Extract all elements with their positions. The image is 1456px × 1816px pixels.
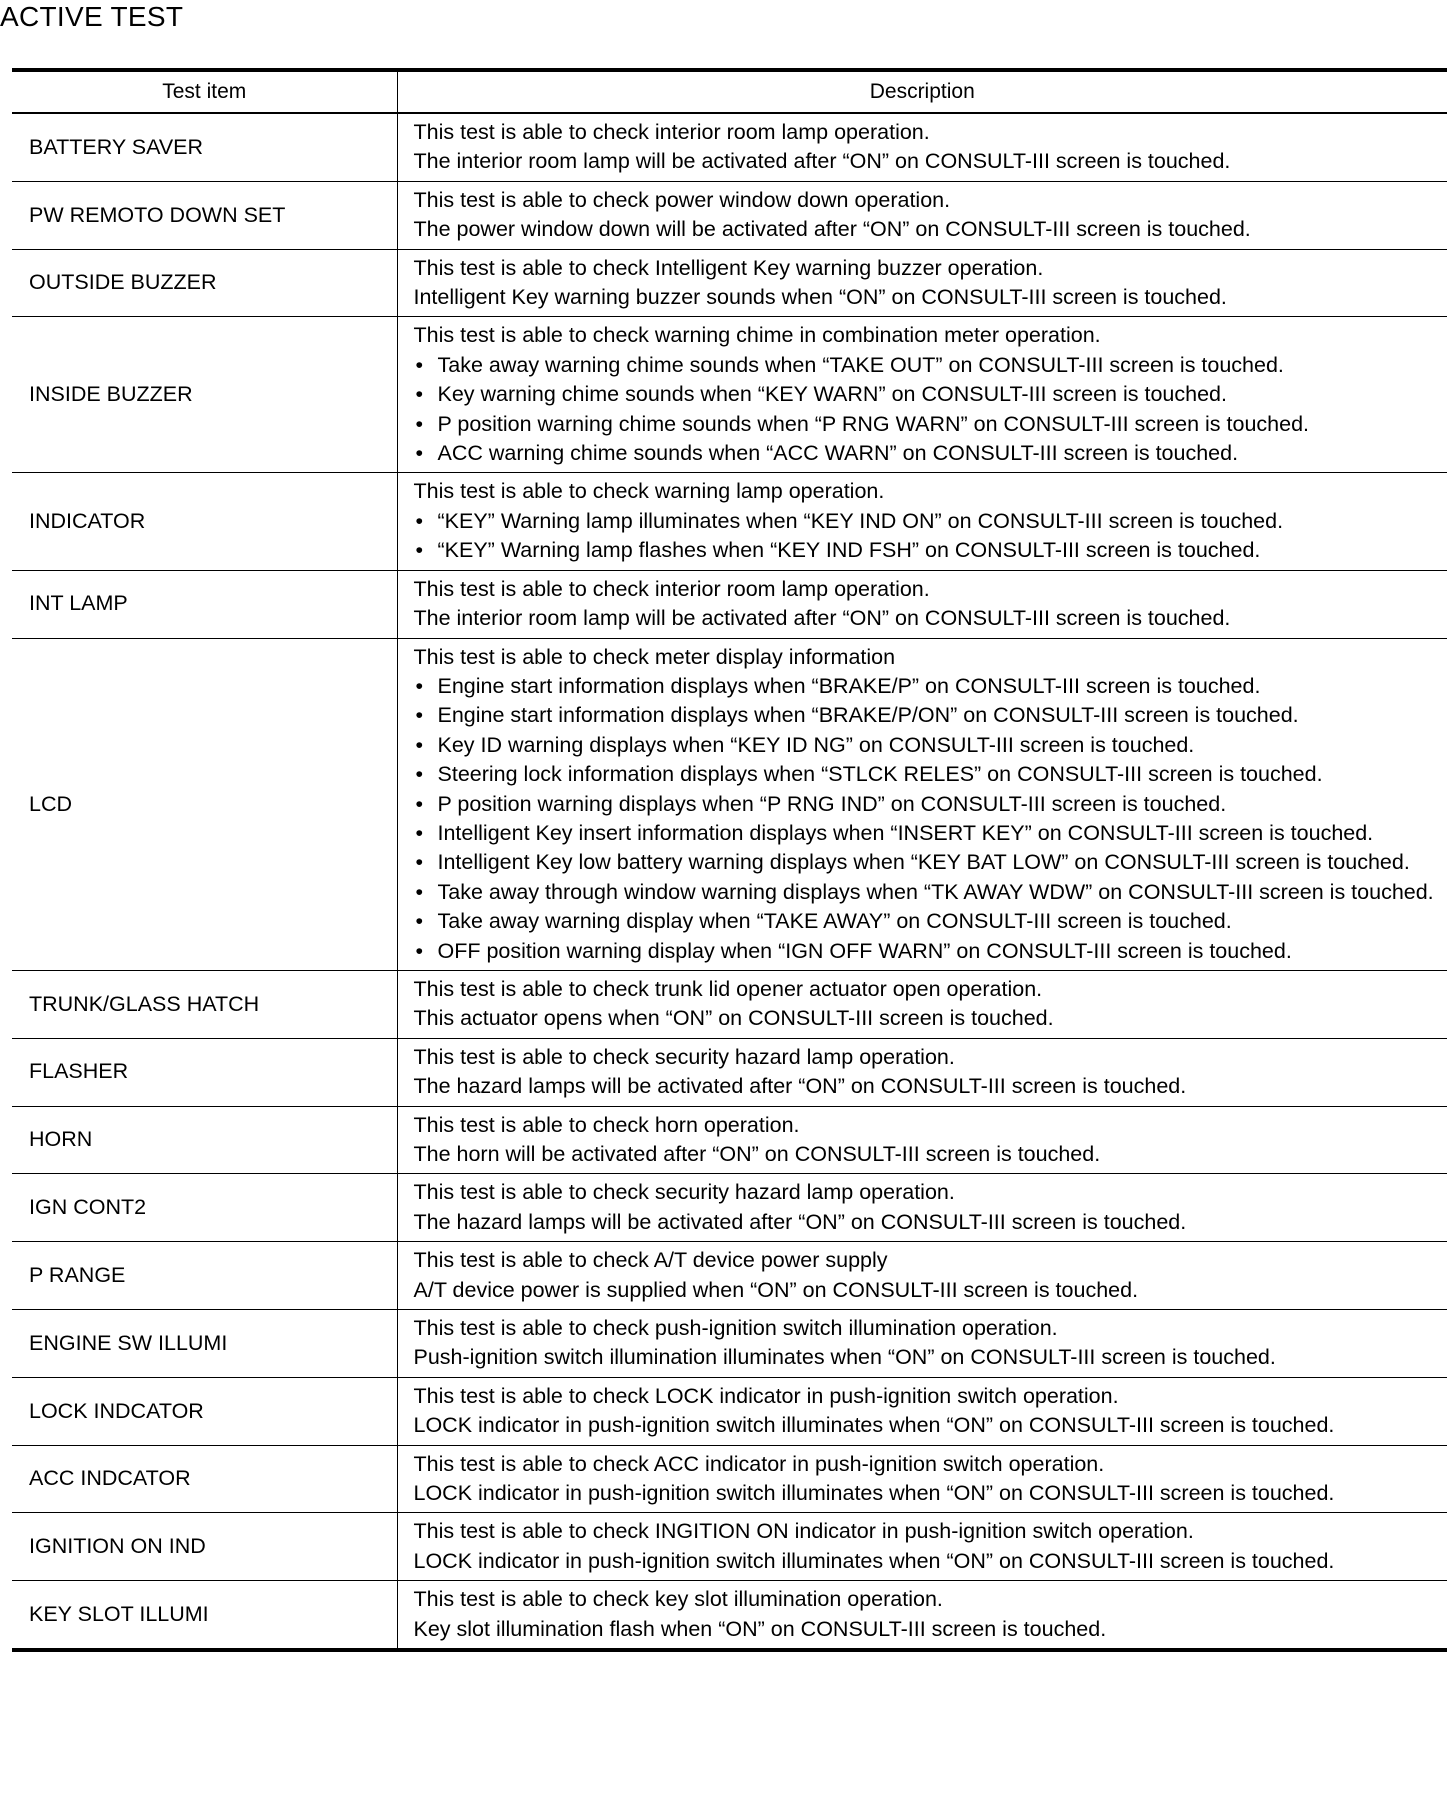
- description-intro: This test is able to check A/T device power supply: [413, 1248, 888, 1273]
- description-bullet: • Take away warning chime sounds when “TAKE OUT” on CONSULT-III screen is touched.: [414, 351, 1438, 380]
- table-row: [12, 317, 1447, 473]
- description-line: LOCK indicator in push-ignition switch illuminates when “ON” on CONSULT-III screen is touched.: [413, 1548, 1335, 1573]
- description-cell: [397, 1581, 1447, 1650]
- description-cell: [397, 1445, 1447, 1513]
- table-row: [12, 113, 1447, 181]
- description-line: Key slot illumination flash when “ON” on CONSULT-III screen is touched.: [413, 1616, 1107, 1641]
- table-row: [12, 1038, 1447, 1106]
- table-header-row: [12, 70, 1447, 113]
- description-intro: This test is able to check push-ignition switch illumination operation.: [413, 1316, 1058, 1341]
- table-row: [12, 1581, 1447, 1650]
- description-cell: [397, 970, 1447, 1038]
- description-intro: This test is able to check power window down operation.: [413, 187, 951, 212]
- description-intro: This test is able to check security hazard lamp operation.: [413, 1180, 955, 1205]
- description-intro: This test is able to check security hazard lamp operation.: [413, 1044, 955, 1069]
- test-item-cell: PW REMOTO DOWN SET: [12, 181, 397, 249]
- description-bullet: • “KEY” Warning lamp flashes when “KEY IND FSH” on CONSULT-III screen is touched.: [414, 536, 1438, 565]
- description-cell: [397, 1513, 1447, 1581]
- description-intro: This test is able to check warning chime in combination meter operation.: [413, 323, 1101, 348]
- description-intro: This test is able to check meter display information: [413, 644, 896, 669]
- description-intro: This test is able to check ACC indicator in push-ignition switch operation.: [413, 1451, 1105, 1476]
- description-bullet: • Take away warning display when “TAKE AWAY” on CONSULT-III screen is touched.: [414, 907, 1438, 936]
- description-line: The hazard lamps will be activated after “ON” on CONSULT-III screen is touched.: [413, 1074, 1187, 1099]
- description-intro: This test is able to check INGITION ON indicator in push-ignition switch operation.: [413, 1519, 1194, 1544]
- description-line: The interior room lamp will be activated after “ON” on CONSULT-III screen is touched.: [413, 606, 1231, 631]
- table-row: [12, 1174, 1447, 1242]
- description-intro: This test is able to check warning lamp operation.: [413, 479, 885, 504]
- table-row: [12, 570, 1447, 638]
- test-item-cell: ACC INDCATOR: [12, 1445, 397, 1513]
- test-item-cell: KEY SLOT ILLUMI: [12, 1581, 397, 1650]
- test-item-cell: INSIDE BUZZER: [12, 317, 397, 473]
- description-intro: This test is able to check interior room lamp operation.: [413, 120, 930, 144]
- description-cell: [397, 638, 1447, 970]
- description-line: The power window down will be activated after “ON” on CONSULT-III screen is touched.: [413, 217, 1251, 242]
- description-cell: [397, 249, 1447, 317]
- table-body: [12, 113, 1447, 1650]
- table-row: [12, 1445, 1447, 1513]
- description-intro: This test is able to check trunk lid opener actuator open operation.: [413, 976, 1043, 1001]
- description-line: LOCK indicator in push-ignition switch illuminates when “ON” on CONSULT-III screen is touched.: [413, 1481, 1335, 1506]
- description-bullet: • P position warning chime sounds when “P RNG WARN” on CONSULT-III screen is touched.: [414, 410, 1438, 439]
- table-row: [12, 1310, 1447, 1378]
- description-cell: [397, 1038, 1447, 1106]
- description-bullet: • ACC warning chime sounds when “ACC WARN” on CONSULT-III screen is touched.: [414, 439, 1438, 468]
- test-item-cell: FLASHER: [12, 1038, 397, 1106]
- table-row: [12, 181, 1447, 249]
- description-bullet: • Take away through window warning displays when “TK AWAY WDW” on CONSULT-III screen is touched.: [414, 878, 1438, 907]
- table-row: [12, 1106, 1447, 1174]
- description-cell: [397, 181, 1447, 249]
- description-cell: [397, 1106, 1447, 1174]
- description-intro: This test is able to check Intelligent Key warning buzzer operation.: [413, 255, 1044, 280]
- description-bullet: • P position warning displays when “P RNG IND” on CONSULT-III screen is touched.: [414, 790, 1438, 819]
- description-line: Intelligent Key warning buzzer sounds when “ON” on CONSULT-III screen is touched.: [413, 285, 1227, 310]
- description-line: The hazard lamps will be activated after “ON” on CONSULT-III screen is touched.: [413, 1209, 1187, 1234]
- description-bullet: • Engine start information displays when “BRAKE/P” on CONSULT-III screen is touched.: [414, 672, 1438, 701]
- test-item-cell: TRUNK/GLASS HATCH: [12, 970, 397, 1038]
- test-item-cell: IGNITION ON IND: [12, 1513, 397, 1581]
- description-cell: [397, 1174, 1447, 1242]
- header-description: Description: [397, 70, 1447, 113]
- description-cell: [397, 1377, 1447, 1445]
- description-line: This actuator opens when “ON” on CONSULT-III screen is touched.: [413, 1006, 1054, 1031]
- description-line: The horn will be activated after “ON” on CONSULT-III screen is touched.: [413, 1142, 1101, 1166]
- description-line: Push-ignition switch illumination illuminates when “ON” on CONSULT-III screen is touched.: [413, 1345, 1276, 1370]
- test-item-cell: BATTERY SAVER: [12, 113, 397, 181]
- description-bullet: • OFF position warning display when “IGN OFF WARN” on CONSULT-III screen is touched.: [414, 937, 1438, 966]
- header-test-item: Test item: [12, 70, 397, 113]
- description-cell: [397, 473, 1447, 570]
- description-cell: [397, 570, 1447, 638]
- description-cell: [397, 1242, 1447, 1310]
- description-line: A/T device power is supplied when “ON” on CONSULT-III screen is touched.: [413, 1277, 1139, 1302]
- description-intro: This test is able to check key slot illumination operation.: [413, 1587, 943, 1612]
- description-bullet: • Engine start information displays when “BRAKE/P/ON” on CONSULT-III screen is touched.: [414, 701, 1438, 730]
- description-bullet: • Intelligent Key insert information displays when “INSERT KEY” on CONSULT-III screen is touched.: [414, 819, 1438, 848]
- page-title: ACTIVE TEST: [0, 1, 184, 32]
- table-row: [12, 1377, 1447, 1445]
- test-item-cell: OUTSIDE BUZZER: [12, 249, 397, 317]
- table-row: [12, 249, 1447, 317]
- description-intro: This test is able to check interior room lamp operation.: [413, 576, 930, 601]
- description-cell: [397, 113, 1447, 181]
- test-item-cell: LCD: [12, 638, 397, 970]
- description-intro: This test is able to check LOCK indicator in push-ignition switch operation.: [413, 1383, 1119, 1408]
- description-bullet: • Intelligent Key low battery warning displays when “KEY BAT LOW” on CONSULT-III screen is touched.: [414, 848, 1438, 877]
- table-row: [12, 970, 1447, 1038]
- test-item-cell: P RANGE: [12, 1242, 397, 1310]
- description-intro: This test is able to check horn operation.: [413, 1112, 800, 1137]
- test-item-cell: LOCK INDCATOR: [12, 1377, 397, 1445]
- description-line: The interior room lamp will be activated after “ON” on CONSULT-III screen is touched.: [413, 149, 1231, 174]
- table-row: [12, 1242, 1447, 1310]
- table-row: [12, 638, 1447, 970]
- test-item-cell: ENGINE SW ILLUMI: [12, 1310, 397, 1378]
- description-bullet: • Key warning chime sounds when “KEY WARN” on CONSULT-III screen is touched.: [414, 380, 1438, 409]
- active-test-table: [12, 68, 1447, 1652]
- test-item-cell: INT LAMP: [12, 570, 397, 638]
- description-cell: [397, 1310, 1447, 1378]
- description-bullet: • Key ID warning displays when “KEY ID NG” on CONSULT-III screen is touched.: [414, 731, 1438, 760]
- test-item-cell: IGN CONT2: [12, 1174, 397, 1242]
- test-item-cell: HORN: [12, 1106, 397, 1174]
- table-row: [12, 473, 1447, 570]
- test-item-cell: INDICATOR: [12, 473, 397, 570]
- description-bullet: • Steering lock information displays when “STLCK RELES” on CONSULT-III screen is touched.: [414, 760, 1438, 789]
- description-bullet: • “KEY” Warning lamp illuminates when “KEY IND ON” on CONSULT-III screen is touched.: [414, 507, 1438, 536]
- description-line: LOCK indicator in push-ignition switch illuminates when “ON” on CONSULT-III screen is touched.: [413, 1413, 1335, 1438]
- table-row: [12, 1513, 1447, 1581]
- description-cell: [397, 317, 1447, 473]
